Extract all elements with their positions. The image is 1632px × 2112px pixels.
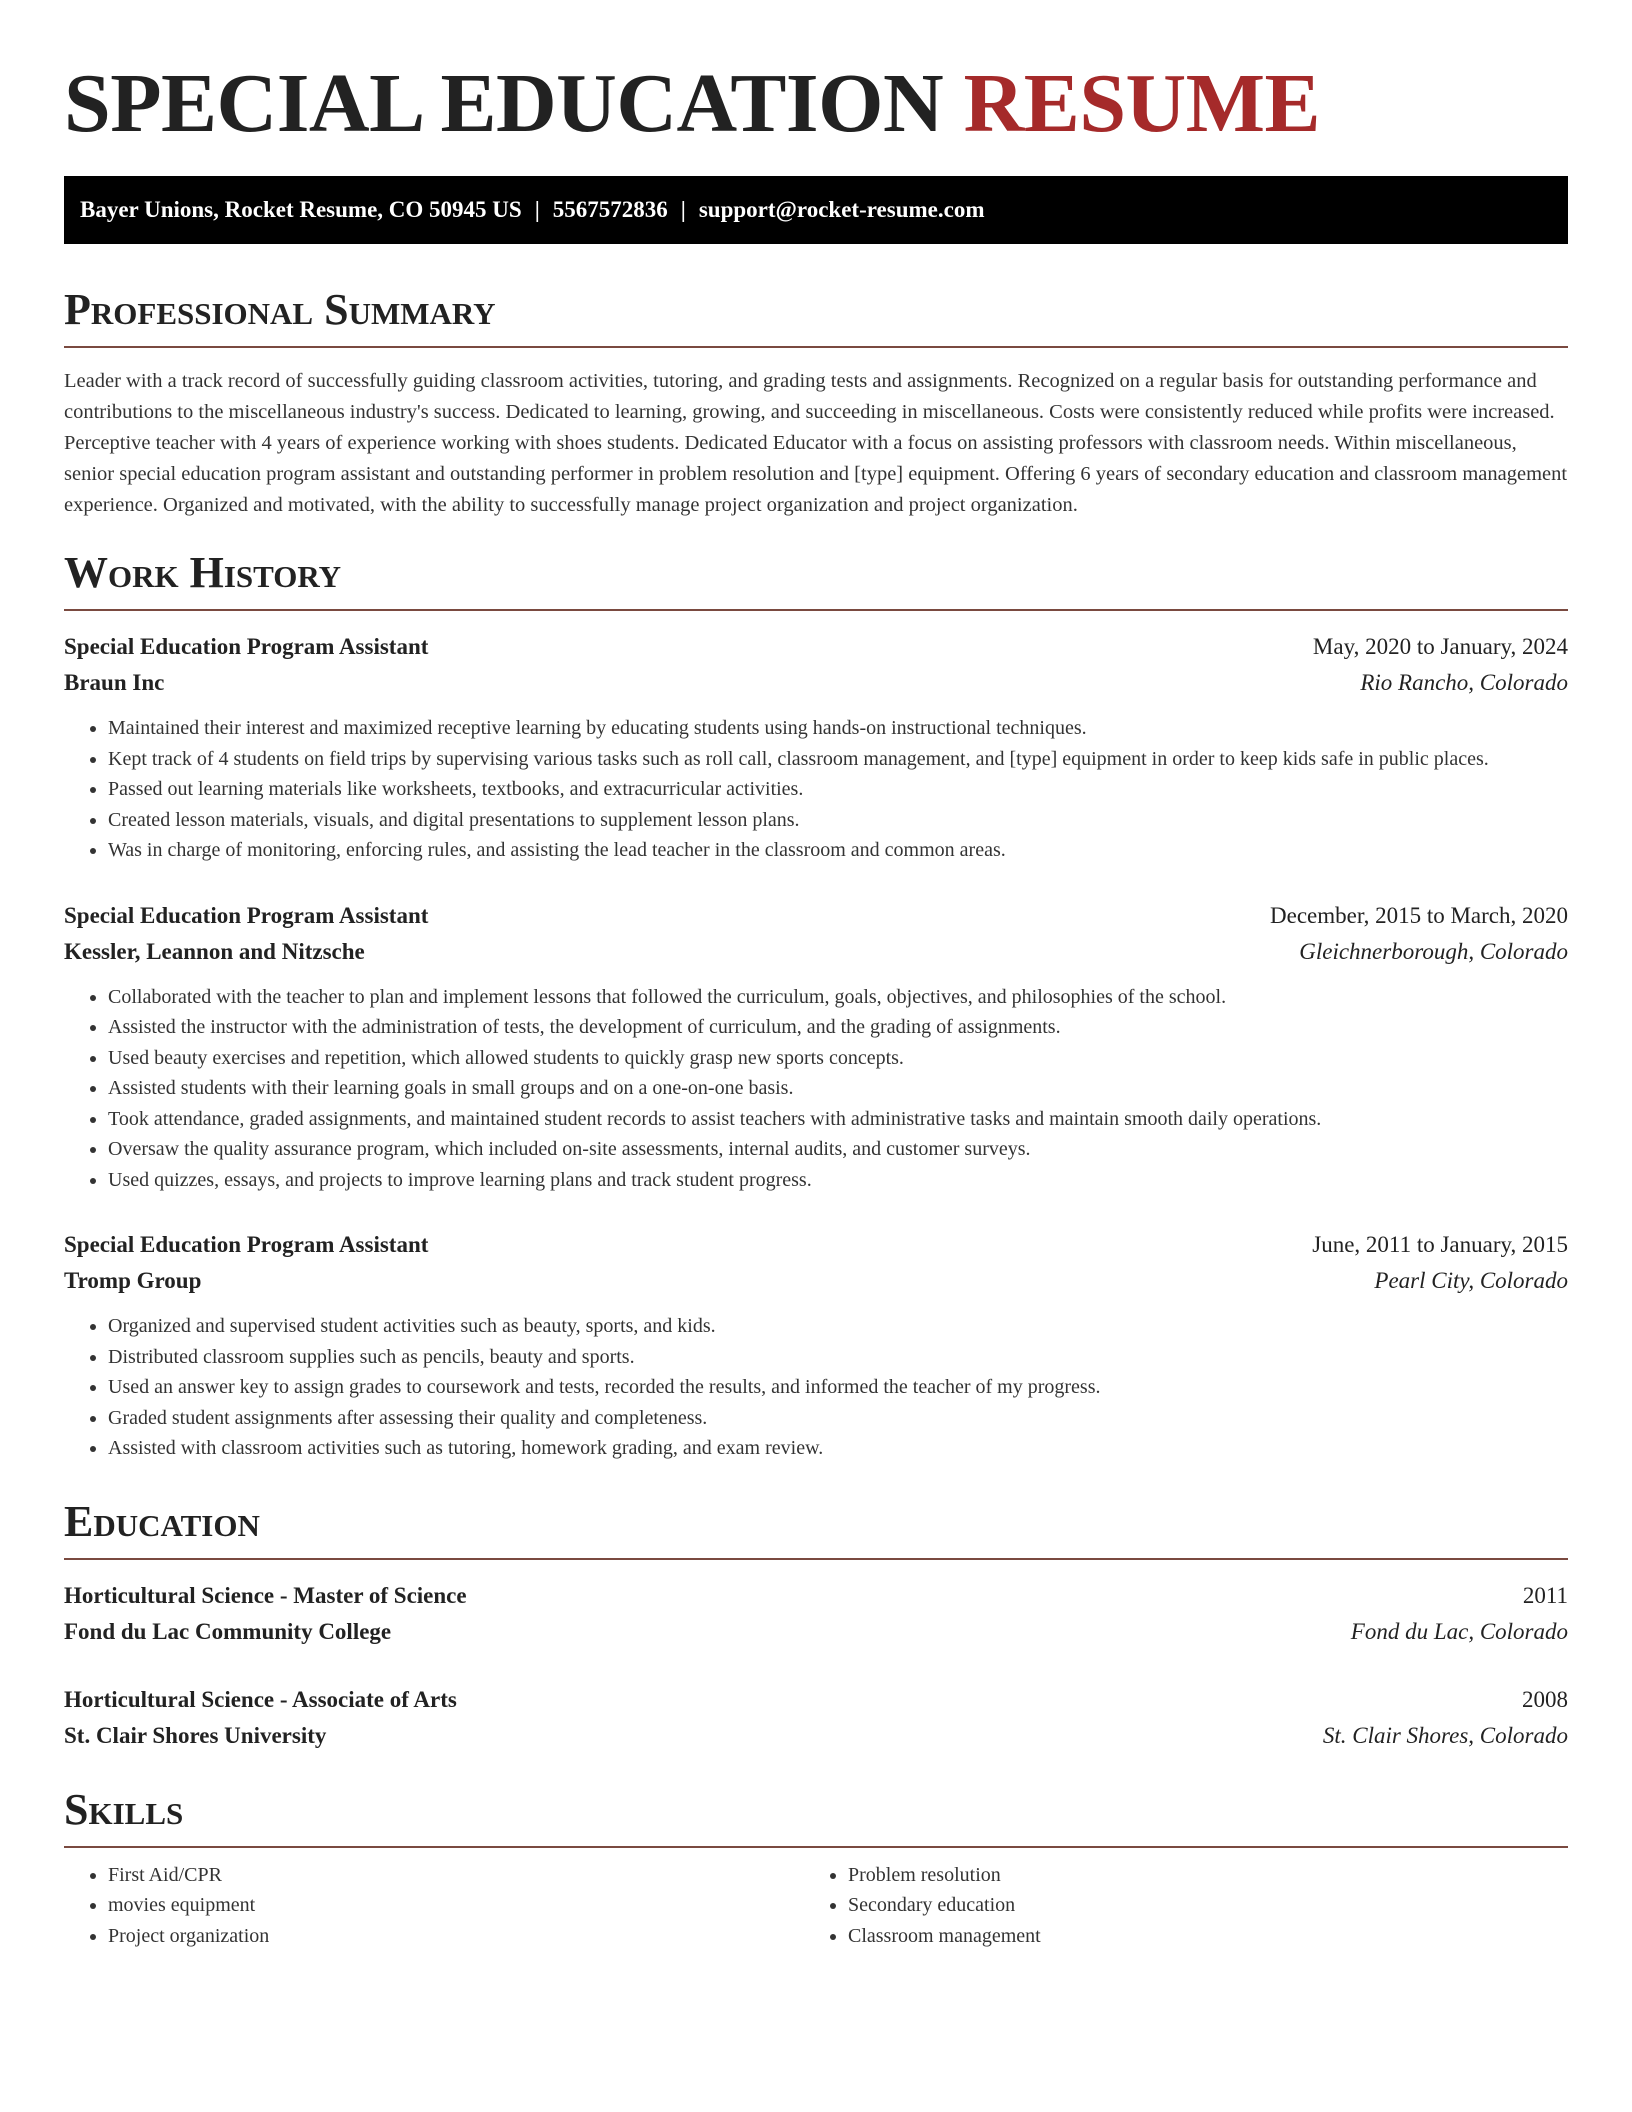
job-title: Special Education Program Assistant: [64, 634, 429, 659]
resume-page: [64, 0, 1568, 1951]
job-bullet: • Used beauty exercises and repetition, which allowed students to quickly grasp new sports concepts.: [108, 1043, 1568, 1074]
job-bullet: • Oversaw the quality assurance program, which included on-site assessments, internal audits, and customer surveys.: [108, 1134, 1568, 1165]
job-title: Special Education Program Assistant: [64, 1232, 429, 1257]
section-title-summary: Professional Summary: [64, 284, 1568, 348]
job-location: Gleichnerborough, Colorado: [1299, 938, 1568, 964]
job-bullet: • Was in charge of monitoring, enforcing rules, and assisting the lead teacher in the classroom and common areas.: [108, 835, 1568, 866]
education-degree: Horticultural Science - Associate of Arts: [64, 1686, 457, 1712]
job-bullet: • Graded student assignments after assessing their quality and completeness.: [108, 1403, 1568, 1434]
job-bullets: [64, 982, 1568, 1196]
job-entry: [64, 629, 1568, 866]
job-bullet: • Maintained their interest and maximized receptive learning by educating students using hands-on instructional techniques.: [108, 713, 1568, 744]
skills-list: [64, 1860, 1568, 1952]
education-year: 2011: [1522, 1582, 1568, 1608]
section-title-education: Education: [64, 1496, 1568, 1560]
section-title-skills: Skills: [64, 1784, 1568, 1848]
job-bullet: • Collaborated with the teacher to plan and implement lessons that followed the curriculum, goals, objectives, and philosophies of the school.: [108, 982, 1568, 1013]
job-bullets: [64, 1311, 1568, 1464]
skill-item: • Project organization: [108, 1921, 804, 1952]
job-bullet: • Organized and supervised student activities such as beauty, sports, and kids.: [108, 1311, 1568, 1342]
job-entry: [64, 898, 1568, 1196]
job-bullet: • Used quizzes, essays, and projects to improve learning plans and track student progress.: [108, 1165, 1568, 1196]
section-title-work-history: Work History: [64, 547, 1568, 611]
education-entry: [64, 1578, 1568, 1650]
job-bullet: • Distributed classroom supplies such as pencils, beauty and sports.: [108, 1342, 1568, 1373]
contact-bar: [64, 176, 1568, 244]
education-location: St. Clair Shores, Colorado: [1322, 1722, 1568, 1748]
job-company: Braun Inc: [64, 670, 165, 695]
job-bullet: • Took attendance, graded assignments, and maintained student records to assist teachers with administrative tasks and maintain smooth daily operations.: [108, 1104, 1568, 1135]
job-dates: December, 2015 to March, 2020: [1270, 902, 1568, 928]
job-bullet: • Kept track of 4 students on field trips by supervising various tasks such as roll call, classroom management, and [type] equipment in order to keep kids safe in public places.: [108, 744, 1568, 775]
contact-phone[interactable]: 5567572836: [552, 197, 668, 222]
title-accent: RESUME: [963, 57, 1321, 150]
skills-column-left: [64, 1860, 804, 1952]
job-location: Rio Rancho, Colorado: [1360, 670, 1568, 695]
skill-item: • Problem resolution: [848, 1860, 1544, 1891]
resume-title: [64, 0, 1568, 156]
job-bullets: [64, 713, 1568, 866]
skill-item: • movies equipment: [108, 1890, 804, 1921]
job-dates: May, 2020 to January, 2024: [1312, 634, 1568, 659]
education-school: St. Clair Shores University: [64, 1722, 327, 1748]
job-title: Special Education Program Assistant: [64, 902, 429, 928]
contact-separator: |: [680, 197, 686, 222]
job-company: Tromp Group: [64, 1268, 202, 1293]
contact-address: Bayer Unions, Rocket Resume, CO 50945 US: [80, 197, 522, 222]
summary-text: Leader with a track record of successfully guiding classroom activities, tutoring, and grading tests and assignments. Recognized on a regular basis for outstanding performance and contributions to the miscellaneous industry's success. Dedicated to learning, growing, and succeeding in miscellaneous. Costs were consistently reduced while profits were increased. Perceptive teacher with 4 years of experience working with shoes students. Dedicated Educator with a focus on assisting professors with classroom needs. Within miscellaneous, senior special education program assistant and outstanding performer in problem resolution and [type] equipment. Offering 6 years of secondary education and classroom management experience. Organized and motivated, with the ability to successfully manage project organization and project organization.: [64, 370, 1568, 516]
job-bullet: • Assisted the instructor with the administration of tests, the development of curriculum, and the grading of assignments.: [108, 1012, 1568, 1043]
education-school: Fond du Lac Community College: [64, 1618, 392, 1644]
education-location: Fond du Lac, Colorado: [1350, 1618, 1568, 1644]
job-company: Kessler, Leannon and Nitzsche: [64, 938, 365, 964]
job-bullet: • Used an answer key to assign grades to coursework and tests, recorded the results, and informed the teacher of my progress.: [108, 1372, 1568, 1403]
title-main: SPECIAL EDUCATION: [64, 57, 944, 150]
contact-email[interactable]: support@rocket-resume.com: [698, 197, 985, 222]
skill-item: • Secondary education: [848, 1890, 1544, 1921]
skill-item: • First Aid/CPR: [108, 1860, 804, 1891]
job-bullet: • Passed out learning materials like worksheets, textbooks, and extracurricular activities.: [108, 774, 1568, 805]
job-location: Pearl City, Colorado: [1374, 1268, 1568, 1293]
education-degree: Horticultural Science - Master of Science: [64, 1582, 467, 1608]
contact-separator: |: [534, 197, 540, 222]
job-dates: June, 2011 to January, 2015: [1312, 1232, 1568, 1257]
skills-column-right: [804, 1860, 1544, 1952]
job-entry: [64, 1227, 1568, 1464]
job-bullet: • Assisted with classroom activities such as tutoring, homework grading, and exam review.: [108, 1433, 1568, 1464]
education-year: 2008: [1522, 1686, 1568, 1712]
job-bullet: • Created lesson materials, visuals, and digital presentations to supplement lesson plans.: [108, 805, 1568, 836]
skill-item: • Classroom management: [848, 1921, 1544, 1952]
job-bullet: • Assisted students with their learning goals in small groups and on a one-on-one basis.: [108, 1073, 1568, 1104]
education-entry: [64, 1682, 1568, 1754]
